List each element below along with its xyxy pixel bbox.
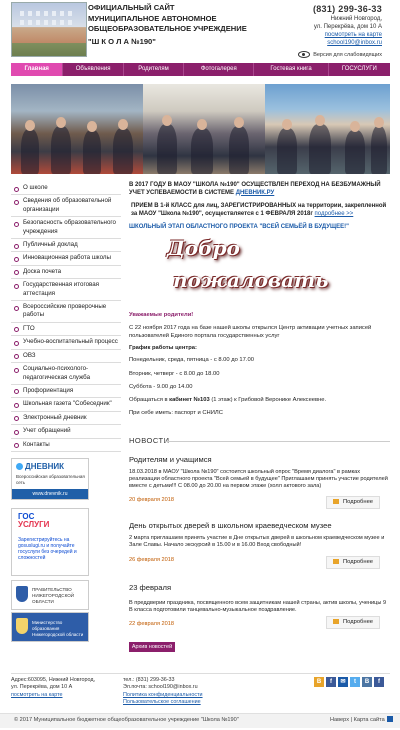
photo-person <box>345 130 365 174</box>
news-item <box>129 521 390 569</box>
news-date: 26 февраля 2018 <box>129 557 174 564</box>
news-text: В преддверии праздника, посвященного всем защитникам нашей страны, актив школы, ученицы 9 В класса подготовили танцевально-музыкальное поздравление. <box>129 600 387 614</box>
logo-window <box>28 20 32 25</box>
footer-address-line: Адрес:603095, Нижний Новгород, <box>11 677 96 683</box>
welcome-line-1: Добро <box>167 235 240 260</box>
ministry-text: Министерство образования Нижегородской области <box>32 620 84 637</box>
header-phone: (831) 299-36-33 <box>312 4 382 14</box>
dnevnik-url: www.dnevnik.ru <box>12 489 88 499</box>
logo-window <box>52 20 56 25</box>
gosuslugi-logo-top: ГОС <box>18 512 35 521</box>
sidebar-item-ovz[interactable]: ОВЗ <box>11 350 121 363</box>
news-more-label: Подробнее <box>342 559 374 565</box>
pencil-icon <box>333 559 339 564</box>
schedule-line: Понедельник, среда, пятница - с 8.00 до 17.00 <box>129 357 254 364</box>
dnevnik-logo: ДНЕВНИК <box>25 462 64 471</box>
photo-person-head <box>25 120 35 131</box>
ministry-banner[interactable] <box>11 612 89 642</box>
sidebar-item-org-info[interactable]: Сведения об образовательной организации <box>11 195 121 217</box>
site-title-line: ОБЩЕОБРАЗОВАТЕЛЬНОЕ УЧРЕЖДЕНИЕ <box>88 24 247 34</box>
mail-icon[interactable]: ✉ <box>338 677 348 687</box>
low-vision-label: Версия для слабовидящих <box>313 51 382 58</box>
photo-person <box>113 128 133 174</box>
site-title-line: ОФИЦИАЛЬНЫЙ САЙТ <box>88 3 175 12</box>
project-link[interactable]: ШКОЛЬНЫЙ ЭТАП ОБЛАСТНОГО ПРОЕКТА "ВСЕЙ СЕМЬЁЙ В БУДУЩЕЕ!" <box>129 224 349 231</box>
sidebar-item-gto[interactable]: ГТО <box>11 323 121 336</box>
sidebar-item-career[interactable]: Профориентация <box>11 385 121 398</box>
school-photo-logo[interactable] <box>11 2 87 57</box>
room-info <box>129 397 390 404</box>
footer-map-link[interactable]: посмотреть на карте <box>11 691 63 698</box>
room-prefix: Обращаться в <box>129 396 168 403</box>
sidebar-item-public-report[interactable]: Публичный доклад <box>11 239 121 252</box>
photo-students[interactable] <box>265 84 390 174</box>
photo-cadets[interactable] <box>11 84 143 174</box>
facebook-icon[interactable]: f <box>326 677 336 687</box>
photo-person-head <box>56 117 66 128</box>
nav-guestbook[interactable]: Гостевая книга <box>254 63 328 76</box>
logo-window <box>20 11 24 16</box>
photo-ceremony[interactable] <box>143 84 265 174</box>
sidebar-item-safety[interactable]: Безопасность образовательного учреждения <box>11 217 121 239</box>
sidebar-item-honor-board[interactable]: Доска почета <box>11 266 121 279</box>
photo-person-head <box>282 119 292 130</box>
main-content <box>129 182 390 417</box>
scroll-up-icon[interactable] <box>387 716 393 722</box>
footer-address <box>11 677 111 699</box>
news-more-label: Подробнее <box>342 499 374 505</box>
news-date: 20 февраля 2018 <box>129 496 174 503</box>
news-archive-button[interactable]: Архив новостей <box>129 642 175 652</box>
sidebar-item-diary[interactable]: Электронный дневник <box>11 412 121 425</box>
sidebar-menu <box>11 182 121 452</box>
low-vision-link[interactable] <box>298 51 382 58</box>
copyright: © 2017 Муниципальное бюджетное общеобразовательное учреждение "Школа №190" <box>14 717 239 723</box>
welcome-banner <box>167 235 329 306</box>
logo-window <box>20 20 24 25</box>
gosuslugi-logo-bottom: УСЛУГИ <box>18 520 50 529</box>
site-title-line: МУНИЦИПАЛЬНОЕ АВТОНОМНОЕ <box>88 13 217 23</box>
center-announcement: С 22 ноября 2017 года на базе нашей школы открылся Центр активации учетных записей пользователей Единого портала государственных услуг <box>129 325 372 339</box>
news-item <box>129 583 390 633</box>
logo-window <box>52 11 56 16</box>
photo-person-head <box>197 119 207 130</box>
vk-icon[interactable]: B <box>362 677 372 687</box>
greeting: Уважаемые родители! <box>129 311 194 318</box>
photo-person-head <box>162 115 172 126</box>
logo-window <box>68 20 72 25</box>
classmates-icon[interactable]: В <box>314 677 324 687</box>
sidebar-item-vpr[interactable]: Всероссийские проверочные работы <box>11 301 121 323</box>
sidebar-item-contacts[interactable]: Контакты <box>11 439 121 452</box>
headline-dnevnik <box>129 182 390 197</box>
footer-email[interactable]: Эл.почта: school190@inbox.ru <box>123 684 198 691</box>
room-suffix: (1 этаж) к Грибовой Веронике Алексеевне. <box>211 396 327 403</box>
photo-person <box>21 129 39 174</box>
logo-window <box>44 20 48 25</box>
header-contacts <box>262 3 382 47</box>
schedule-line: Вторник, четверг - с 8.00 до 18.00 <box>129 370 220 377</box>
footer-agreement-link[interactable]: Пользовательское соглашение <box>123 699 201 706</box>
schedule-title: График работы центра: <box>129 345 197 351</box>
photo-person-head <box>374 117 384 128</box>
logo-window <box>60 11 64 16</box>
news-item <box>129 455 390 511</box>
photo-person-head <box>234 117 244 128</box>
news-title[interactable]: 23 февраля <box>129 583 172 592</box>
ministry-emblem-icon <box>16 618 28 634</box>
pencil-icon <box>333 499 339 504</box>
sidebar-item-newspaper[interactable]: Школьная газета "Собеседник" <box>11 398 121 411</box>
nav-gosuslugi[interactable]: ГОСУСЛУГИ <box>341 66 377 72</box>
site-title-line: "Ш К О Л А №190" <box>88 36 156 46</box>
news-title[interactable]: День открытых дверей в школьном краеведческом музее <box>129 521 332 530</box>
sidebar-item-about[interactable]: О школе <box>11 182 121 195</box>
eye-icon <box>298 51 310 58</box>
headline-dnevnik-text: В 2017 ГОДУ В МАОУ "ШКОЛА №190" ОСУЩЕСТВЛЕН ПЕРЕХОД НА БЕЗБУМАЖНЫЙ УЧЕТ УСПЕВАЕМОСТИ В СИСТЕМЕ <box>129 182 381 196</box>
government-text: ПРАВИТЕЛЬСТВО НИЖЕГОРОДСКОЙ ОБЛАСТИ <box>32 587 75 604</box>
logo-window <box>36 20 40 25</box>
photo-person <box>229 126 249 174</box>
headline-admission <box>129 203 390 218</box>
dnevnik-subtitle: Всероссийская образовательная сеть <box>16 474 85 485</box>
main-nav <box>11 63 390 76</box>
footer-contacts <box>123 677 263 707</box>
news-more-label: Подробнее <box>342 619 374 625</box>
header-map-link[interactable]: посмотреть на карте <box>324 32 382 38</box>
footer-divider <box>11 673 390 674</box>
required-docs: При себе иметь: паспорт и СНИЛС <box>129 410 223 417</box>
government-banner[interactable] <box>11 580 89 610</box>
nav-announcements[interactable]: Объявления <box>63 63 123 76</box>
logo-window <box>44 11 48 16</box>
facebook-icon[interactable]: f <box>374 677 384 687</box>
nav-home[interactable]: Главная <box>11 63 63 76</box>
photo-person <box>51 126 71 174</box>
headline-admission-text: ПРИЕМ В 1-й КЛАСС для лиц, ЗАРЕГИСТРИРОВАННЫХ на территории, закрепленной за МАОУ "Школа №190", осуществляется с 1 ФЕВРАЛЯ 2018г <box>131 203 387 217</box>
sidebar-item-psych[interactable]: Социально-психолого-педагогическая служба <box>11 363 121 385</box>
sitemap-link[interactable] <box>330 716 393 723</box>
twitter-icon[interactable]: t <box>350 677 360 687</box>
news-more-button[interactable] <box>326 496 380 509</box>
site-title <box>88 3 288 47</box>
social-links <box>314 677 384 687</box>
sidebar-item-final-exam[interactable]: Государственная итоговая аттестация <box>11 279 121 301</box>
news-more-button[interactable] <box>326 556 380 569</box>
photo-person-head <box>350 121 360 132</box>
admission-more-link[interactable]: подробнее >> <box>314 210 354 217</box>
photo-person <box>309 124 331 174</box>
photo-person <box>371 126 387 174</box>
nav-photo-gallery[interactable]: Фотогалерея <box>184 63 254 76</box>
pencil-icon <box>333 619 339 624</box>
photo-person <box>191 128 213 174</box>
photo-person-head <box>315 115 325 126</box>
photo-person <box>277 128 297 174</box>
gosuslugi-banner[interactable] <box>11 508 89 576</box>
news-heading: НОВОСТИ <box>129 436 390 445</box>
photo-person <box>157 124 177 174</box>
sidebar-item-innovation[interactable]: Инновационная работа школы <box>11 252 121 265</box>
sidebar-item-appeals[interactable]: Учет обращений <box>11 425 121 438</box>
welcome-line-2: пожаловать <box>173 267 329 292</box>
gosuslugi-text: Зарегистрируйтесь на gosuslugi.ru и получайте госуслуги без очередей и сложностей <box>18 537 77 561</box>
header-street: ул. Перекрёва, дом 10 А <box>313 24 382 30</box>
header-email-link[interactable]: school190@inbox.ru <box>327 40 382 46</box>
photo-person-head <box>87 121 97 132</box>
news-text: 2 марта приглашаем принять участие в Дне открытых дверей в школьном краеведческом музее и Зале Славы. Начало экскурсий в 15.00 и в 16.00 Вход свободный! <box>129 535 385 549</box>
photo-person <box>83 130 101 174</box>
dnevnik-link[interactable]: ДНЕВНИК.РУ <box>235 189 275 196</box>
footer-privacy-link[interactable]: Политика конфиденциальности <box>123 691 203 698</box>
sitemap-label: Наверх | Карта сайта <box>330 717 385 723</box>
news-text: 18.03.2018 в МАОУ "Школа №190" состоится школьный опрос "Время диалога" в рамках реализации областного проекта "Всей семьей в будущее" Приглашаем принять участие родителей вместе с детьми!!! С 08.00 до 20.00 на первом этаже (холл актового зала) <box>129 469 388 490</box>
footer-phone: тел.: (831) 299-36-33 <box>123 677 175 683</box>
photo-person-head <box>118 119 128 130</box>
logo-window <box>28 11 32 16</box>
sidebar-item-education[interactable]: Учебно-воспитательный процесс <box>11 336 121 349</box>
schedule-line: Суббота - 9.00 до 14.00 <box>129 384 193 391</box>
dnevnik-banner[interactable] <box>11 458 89 500</box>
footer-address-line: ул. Перекрёва, дом 10 А <box>11 684 73 691</box>
news-more-button[interactable] <box>326 616 380 629</box>
coat-of-arms-icon <box>16 586 28 602</box>
news-date: 22 февраля 2018 <box>129 621 174 628</box>
nav-parents[interactable]: Родителям <box>124 63 184 76</box>
room-number: кабинет №103 <box>169 396 210 403</box>
logo-window <box>68 11 72 16</box>
logo-window <box>36 11 40 16</box>
header-city: Нижний Новгород, <box>330 16 382 22</box>
news-title[interactable]: Родителям и учащимся <box>129 455 212 464</box>
dnevnik-logo-icon <box>16 463 23 470</box>
logo-window <box>60 20 64 25</box>
